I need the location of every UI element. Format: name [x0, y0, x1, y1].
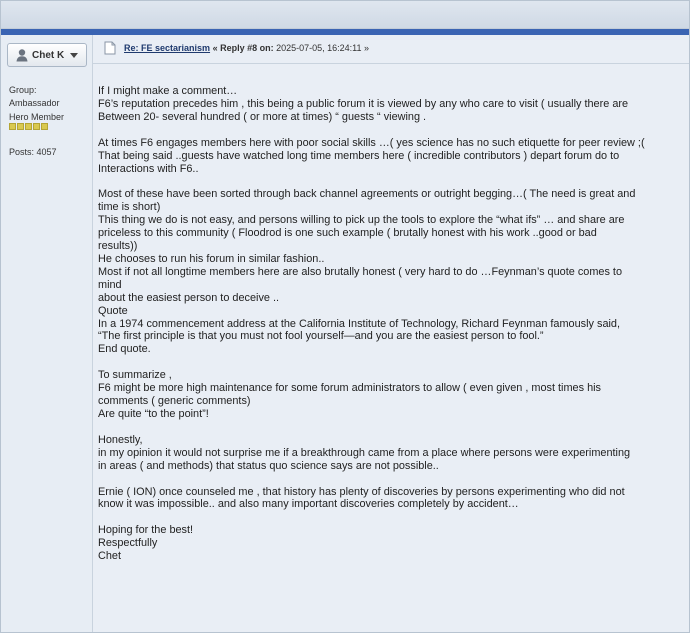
post-line: Between 20- several hundred ( or more at times) “ guests “ viewing .: [98, 110, 427, 123]
username: Chet K: [32, 50, 65, 61]
post-line: End quote.: [98, 343, 151, 356]
paragraph-gap: [98, 511, 678, 524]
post-line: priceless to this community ( Floodrod is one such example ( brutally honest with his work ..good or bad: [98, 227, 597, 240]
post-line: time is short): [98, 201, 161, 214]
post-body: [98, 85, 678, 563]
poster-sidebar: [1, 35, 93, 632]
star-icon: [41, 123, 48, 130]
post-line: in areas ( and methods) that status quo science says are not possible..: [98, 459, 439, 472]
post-line: That being said ..guests have watched long time members here ( incredible contributors ) depart forum do to: [98, 149, 620, 162]
post-count: Posts: 4057: [9, 147, 57, 157]
post-line: Chet: [98, 550, 122, 563]
user-menu-button[interactable]: [7, 43, 87, 67]
post-line: “The first principle is that you must not fool yourself—and you are the easiest person to fool.”: [98, 330, 544, 343]
post-line: Ernie ( ION) once counseled me , that history has plenty of discoveries by persons experimenting who did not: [98, 485, 625, 498]
post-line: To summarize ,: [98, 369, 172, 382]
meta-end: »: [364, 43, 370, 53]
paragraph-gap: [98, 473, 678, 486]
star-icon: [17, 123, 24, 130]
paragraph-gap: [98, 421, 678, 434]
document-icon: [104, 41, 116, 55]
post-line: know it was impossible.. and also many important discoveries completely by accident…: [98, 498, 519, 511]
post-line: in my opinion it would not surprise me if a breakthrough came from a place where persons were experimenting: [98, 446, 631, 459]
paragraph-gap: [98, 175, 678, 188]
post-line: Honestly,: [98, 433, 143, 446]
star-icon: [9, 123, 16, 130]
post-line: F6’s reputation precedes him , this being a public forum it is viewed by any who care to visit ( usually there are: [98, 97, 629, 110]
post-line: Quote: [98, 304, 128, 317]
rank-stars: [9, 123, 48, 131]
top-bar: [1, 1, 689, 29]
post-date: 2025-07-05, 16:24:11: [276, 43, 362, 53]
post-line: If I might make a comment…: [98, 85, 238, 97]
post-line: about the easiest person to deceive ..: [98, 291, 280, 304]
paragraph-gap: [98, 356, 678, 369]
post-line: He chooses to run his forum in similar fashion..: [98, 252, 325, 265]
group-name: Ambassador: [9, 98, 60, 108]
reply-label: « Reply #8 on:: [212, 43, 274, 53]
post-line: This thing we do is not easy, and persons willing to pick up the tools to explore the “what ifs” … and share are: [98, 214, 625, 227]
chevron-down-icon: [70, 53, 78, 58]
post-line: results)): [98, 240, 138, 253]
post-line: F6 might be more high maintenance for some forum administrators to allow ( even given , most times his: [98, 382, 601, 395]
post-line: Most if not all longtime members here are also brutally honest ( very hard to do …Feynman’s quote comes to: [98, 265, 623, 278]
post-line: comments ( generic comments): [98, 395, 251, 408]
star-icon: [33, 123, 40, 130]
paragraph-gap: [98, 124, 678, 137]
post-title-link[interactable]: Re: FE sectarianism: [124, 43, 211, 53]
post-line: Interactions with F6..: [98, 162, 199, 175]
user-icon: [15, 48, 29, 62]
group-label: Group:: [9, 85, 37, 95]
post-line: Are quite “to the point”!: [98, 407, 209, 420]
post-header: [93, 35, 689, 64]
star-icon: [25, 123, 32, 130]
post-line: Hoping for the best!: [98, 524, 194, 537]
member-rank: Hero Member: [9, 112, 65, 122]
post-title-line: [124, 43, 369, 53]
post-line: In a 1974 commencement address at the California Institute of Technology, Richard Feynman famously said,: [98, 317, 621, 330]
post-line: At times F6 engages members here with poor social skills …( yes science has no such etiquette for peer review ;(: [98, 136, 645, 149]
post-line: Most of these have been sorted through back channel agreements or outright begging…( The need is great and: [98, 188, 636, 201]
post-line: mind: [98, 278, 122, 291]
post-line: Respectfully: [98, 537, 158, 550]
